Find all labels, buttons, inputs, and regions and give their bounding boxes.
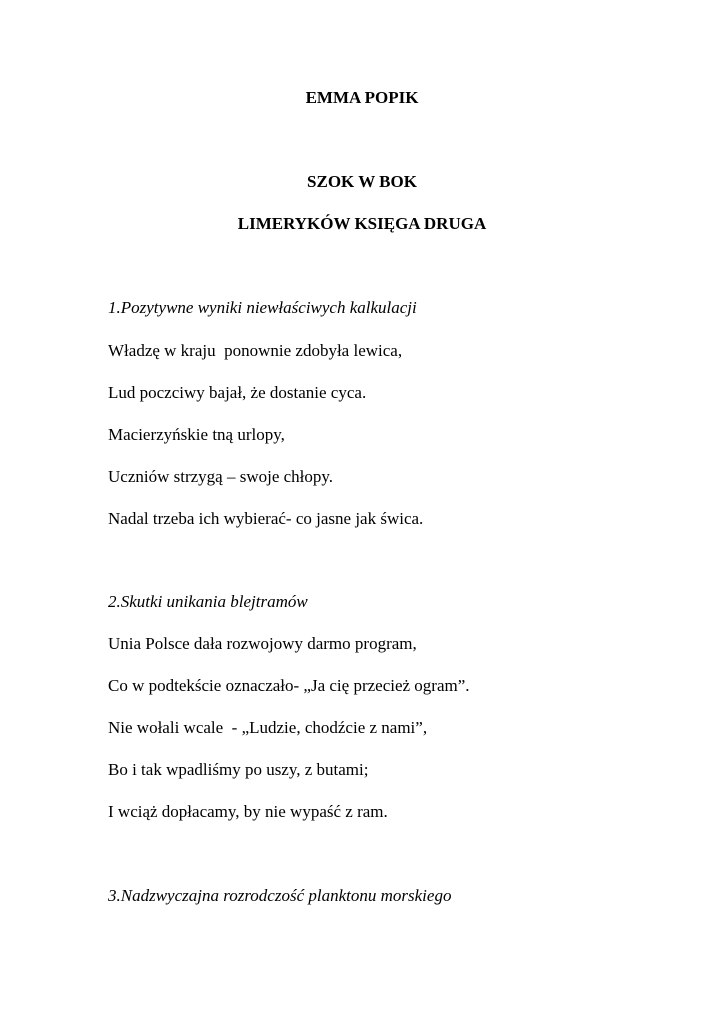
poem-line: Władzę w kraju ponownie zdobyła lewica, [108, 341, 403, 360]
poem-line: Nadal trzeba ich wybierać- co jasne jak świca. [108, 509, 424, 528]
poem-heading: 1.Pozytywne wyniki niewłaściwych kalkulacji [108, 298, 417, 317]
book-title: SZOK W BOK [307, 172, 417, 191]
poem-line: Bo i tak wpadliśmy po uszy, z butami; [108, 760, 369, 779]
book-subtitle: LIMERYKÓW KSIĘGA DRUGA [237, 214, 487, 233]
poem-line: Macierzyńskie tną urlopy, [108, 425, 285, 444]
poem-line: Nie wołali wcale - „Ludzie, chodźcie z nami”, [108, 718, 428, 737]
poem-line: Unia Polsce dała rozwojowy darmo program, [108, 634, 417, 653]
poem-heading: 2.Skutki unikania blejtramów [108, 592, 308, 611]
poem-heading: 3.Nadzwyczajna rozrodczość planktonu morskiego [108, 886, 452, 905]
author-name: EMMA POPIK [305, 88, 419, 107]
poem-line: I wciąż dopłacamy, by nie wypaść z ram. [108, 802, 388, 821]
poem-line: Uczniów strzygą – swoje chłopy. [108, 467, 334, 486]
poem-line: Lud poczciwy bajał, że dostanie cyca. [108, 383, 367, 402]
poem-line: Co w podtekście oznaczało- „Ja cię przecież ogram”. [108, 676, 470, 695]
